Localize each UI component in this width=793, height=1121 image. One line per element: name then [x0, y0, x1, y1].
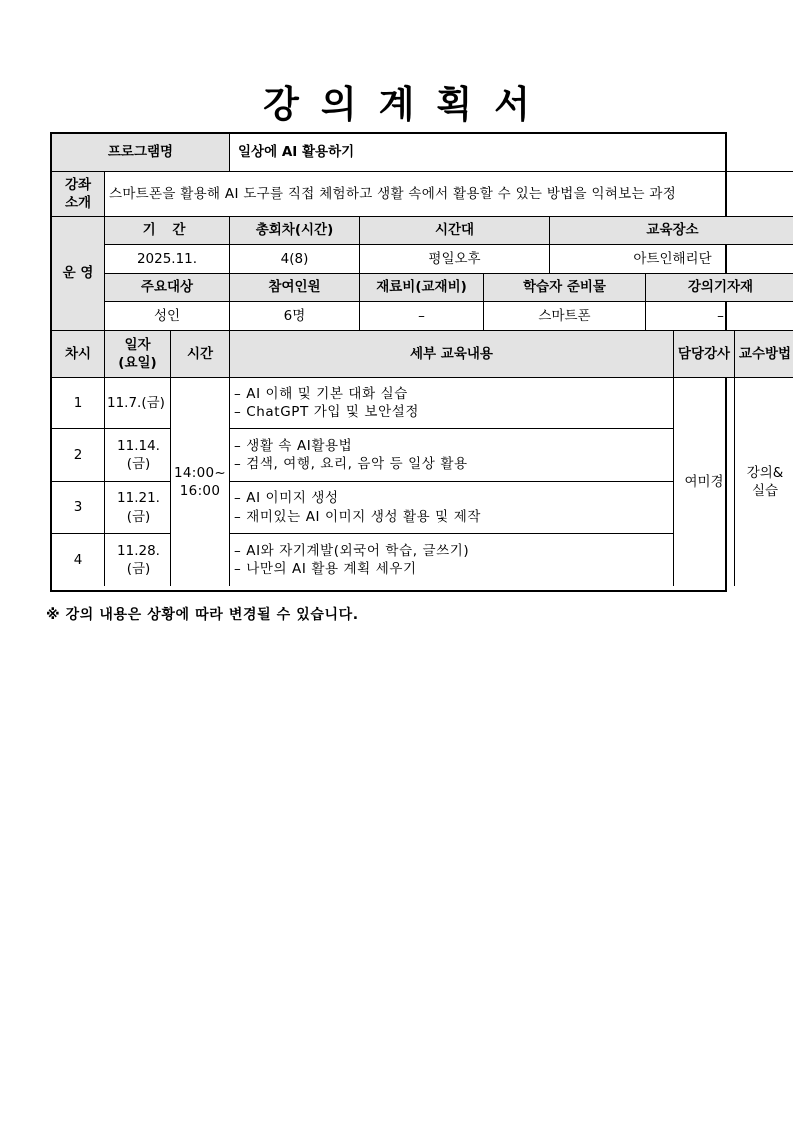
content-line: – 생활 속 AI활용법 [234, 437, 353, 454]
method-header: 교수방법 [735, 331, 793, 378]
date-header: 일자 (요일) [105, 331, 171, 378]
lecture-plan-table [50, 132, 792, 592]
learner-prep-header: 학습자 준비물 [484, 274, 646, 302]
session-number: 4 [52, 534, 105, 586]
content-line: – AI 이미지 생성 [234, 490, 339, 507]
venue-header: 교육장소 [550, 217, 793, 245]
session-time: 14:00~ 16:00 [171, 378, 230, 586]
venue-value: 아트인해리단 [550, 245, 793, 274]
course-intro-label: 강좌 소개 [52, 172, 105, 217]
timeslot-header: 시간대 [360, 217, 550, 245]
total-sessions-value: 4(8) [230, 245, 360, 274]
period-value: 2025.11. [105, 245, 230, 274]
learner-prep-value: 스마트폰 [484, 302, 646, 331]
participants-header: 참여인원 [230, 274, 360, 302]
program-name-value: 일상에 AI 활용하기 [230, 134, 793, 172]
session-date: 11.21.(금) [105, 482, 171, 534]
target-value: 성인 [105, 302, 230, 331]
content-line: – 재미있는 AI 이미지 생성 활용 및 제작 [234, 508, 481, 525]
session-content [230, 482, 674, 534]
timeslot-value: 평일오후 [360, 245, 550, 274]
change-notice: ※ 강의 내용은 상황에 따라 변경될 수 있습니다. [46, 607, 359, 623]
period-header: 기 간 [105, 217, 230, 245]
session-content [230, 534, 674, 586]
materials-fee-value: – [360, 302, 484, 331]
session-content [230, 429, 674, 482]
content-line: – ChatGPT 가입 및 보안설정 [234, 404, 419, 420]
participants-value: 6명 [230, 302, 360, 331]
session-date: 11.28.(금) [105, 534, 171, 586]
equipment-header: 강의기자재 [646, 274, 793, 302]
content-line: – AI 이해 및 기본 대화 실습 [234, 385, 408, 402]
session-date: 11.14.(금) [105, 429, 171, 482]
course-intro-text: 스마트폰을 활용해 AI 도구를 직접 체험하고 생활 속에서 활용할 수 있는 방법을 익혀보는 과정 [105, 172, 793, 217]
program-name-label: 프로그램명 [52, 134, 230, 172]
content-line: – AI와 자기계발(외국어 학습, 글쓰기) [234, 542, 470, 559]
time-header: 시간 [171, 331, 230, 378]
content-line: – 검색, 여행, 요리, 음악 등 일상 활용 [234, 456, 468, 472]
content-line: – 나만의 AI 활용 계획 세우기 [234, 561, 417, 577]
session-content [230, 378, 674, 429]
teaching-method: 강의& 실습 [746, 464, 784, 499]
session-number: 3 [52, 482, 105, 534]
total-sessions-header: 총회차(시간) [230, 217, 360, 245]
session-number: 1 [52, 378, 105, 429]
equipment-value: – [646, 302, 793, 331]
instructor-name: 여미경 [674, 378, 735, 586]
operation-label: 운 영 [52, 217, 105, 331]
session-date: 11.7.(금) [105, 378, 171, 429]
target-header: 주요대상 [105, 274, 230, 302]
session-number: 2 [52, 429, 105, 482]
session-header: 차시 [52, 331, 105, 378]
instructor-header: 담당강사 [674, 331, 735, 378]
materials-fee-header: 재료비(교재비) [360, 274, 484, 302]
content-header: 세부 교육내용 [230, 331, 674, 378]
document-title: 강의계획서 [263, 83, 552, 126]
